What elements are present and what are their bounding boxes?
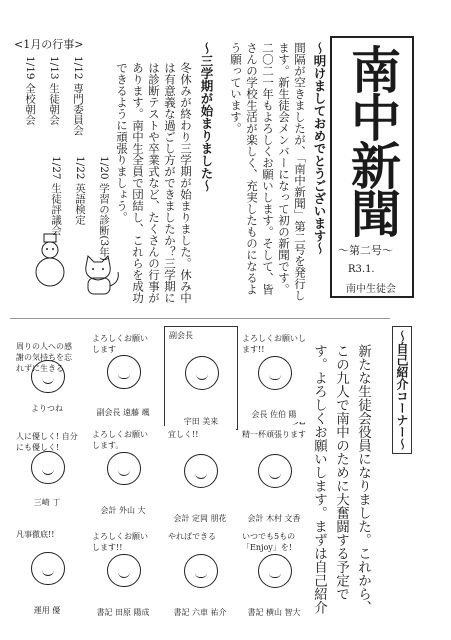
portrait-drawing (184, 554, 218, 588)
schedule-item (74, 156, 86, 225)
member-message: よろしくお願いします!! (242, 334, 306, 354)
portrait-drawing (258, 454, 292, 488)
third-term-heading: 〜三学期が始まりました〜 (199, 42, 214, 192)
intro-body: 新たな生徒会役員になりました。これから、この九人で南中のために大奮闘する予定です。よろしくお願いします。まずは自己紹介 ひ覚えて (289, 344, 371, 614)
portrait-drawing (31, 451, 65, 485)
issue-number: 〜第二号〜 (338, 244, 393, 257)
portrait-drawing (107, 355, 141, 389)
portrait-drawing (31, 360, 65, 394)
member-name: 副会長 遠藤 颯 (96, 408, 150, 417)
schedule-title: <1月の行事> (14, 38, 84, 51)
member-card (164, 528, 236, 620)
schedule-date: 1/12 (72, 56, 84, 83)
member-message: いつでも5もの「Enjoy」を! (242, 532, 296, 552)
member-card (164, 426, 236, 526)
member-message: よろしくお願いします (92, 334, 148, 354)
greeting-body: 間隔が空きましたが、「南中新聞」第二号を発行します。新生徒会メンバーになって初の新聞です。二〇二一年もよろしくお願いします。そして、皆さんの学校生活が楽しく、充実したものになるよう願っています。 (229, 42, 307, 301)
schedule-date: 1/19 (24, 56, 36, 83)
portrait-drawing (258, 554, 292, 588)
section-divider (10, 318, 390, 319)
schedule-date: 1/27 (50, 156, 62, 183)
schedule-date: 1/22 (74, 156, 86, 183)
schedule-item (72, 56, 84, 135)
member-message: 副会長 (169, 331, 193, 340)
member-name: 会計 外山 大 (100, 506, 146, 515)
issue-date: R3.1. (348, 264, 375, 275)
member-card (164, 326, 238, 430)
member-name: 運用 優 (33, 606, 61, 615)
schedule-item (24, 56, 36, 125)
cat-drawing (78, 252, 122, 298)
member-card (238, 330, 310, 422)
member-card (12, 428, 82, 510)
schedule-item (98, 156, 110, 261)
schedule-event: 生徒評議会 (50, 182, 62, 236)
member-card (88, 528, 158, 620)
publisher: 南中生徒会 (346, 284, 396, 295)
member-name: 三崎 丁 (33, 498, 61, 507)
portrait-drawing (258, 356, 292, 390)
intro-heading: 〜自己紹介コーナー〜 (392, 326, 412, 454)
member-card (238, 426, 310, 526)
member-name: 会長 佐伯 陽 (251, 410, 297, 419)
member-message: やればできる (168, 532, 216, 541)
member-name: 書記 六車 祐介 (173, 608, 227, 617)
member-name: 会計 定岡 朋花 (173, 514, 227, 523)
portrait-drawing (184, 454, 218, 488)
member-name: よりつね (31, 404, 63, 413)
member-message: よろしくお願いします!! (92, 532, 148, 552)
schedule-item (50, 156, 62, 235)
greeting-heading: 〜明けましておめでとうございます〜 (312, 42, 327, 255)
member-message: 周りの人への感謝の気持ちを忘れずに生きる (16, 342, 72, 373)
member-name: 会計 木村 文香 (247, 514, 301, 523)
portrait-drawing (185, 356, 219, 390)
portrait-drawing (107, 452, 141, 486)
newspaper-title: 南中新聞 (343, 44, 402, 236)
schedule-event: 英語検定 (74, 182, 86, 225)
schedule-event: 学習の診断(3年) (98, 182, 110, 261)
member-card (12, 338, 82, 416)
member-card (88, 426, 158, 518)
member-message: 人に優しく! 自分にも優しく! (16, 432, 78, 452)
member-card (238, 528, 310, 620)
masthead (330, 36, 414, 298)
schedule-date: 1/13 (48, 56, 60, 83)
member-message: 精一杯頑張ります (242, 430, 306, 439)
portrait-drawing (107, 554, 141, 588)
member-message: 凡事徹底!! (16, 530, 55, 539)
member-card (12, 526, 82, 618)
schedule-date: 1/20 (98, 156, 110, 183)
member-card (88, 330, 158, 420)
member-name: 宇田 美来 (183, 417, 219, 426)
schedule-event: 生徒朝会 (48, 82, 60, 125)
third-term-body: 冬休みが終わり三学期が始まりました。休み中は有意義な過ごし方ができましたか？三学期には診断テストや卒業式など、たくさんの行事があります。南中生全員で団結し、これらを成功できるように頑張りましょう。 (115, 62, 193, 304)
member-name: 書記 横山 智大 (247, 608, 301, 617)
member-name: 書記 田原 陽成 (96, 608, 150, 617)
snowman-drawing (30, 232, 70, 288)
portrait-drawing (31, 552, 65, 586)
member-message: よろしくお願いします。 (92, 430, 148, 450)
schedule-item (48, 56, 60, 125)
schedule-event: 専門委員会 (72, 82, 84, 136)
schedule-event: 全校朝会 (24, 82, 36, 125)
member-message: 宜しく!! (168, 430, 199, 439)
